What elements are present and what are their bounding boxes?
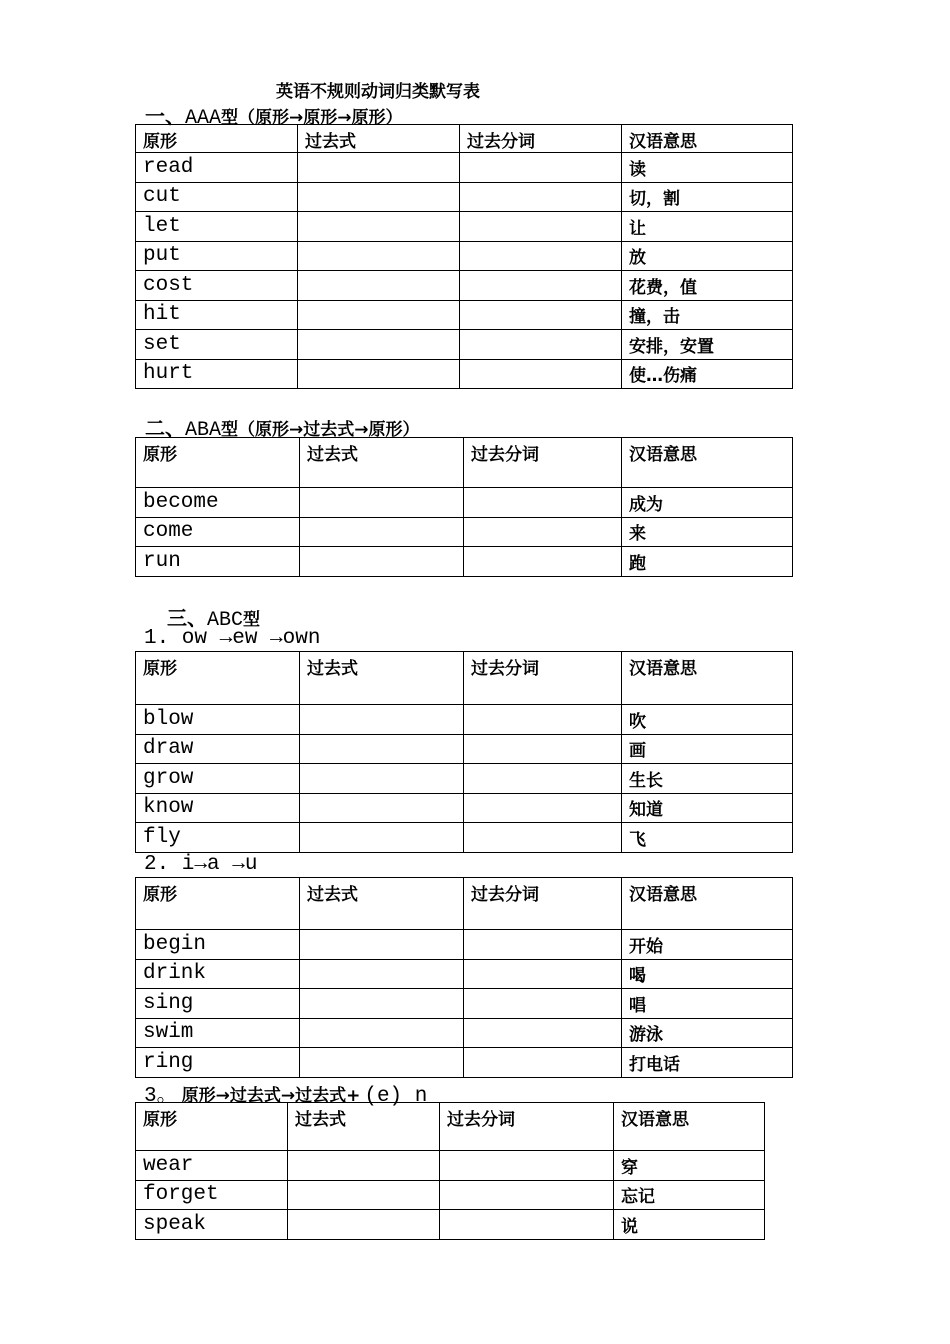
chinese-meaning: 生长 — [622, 764, 793, 794]
table-row — [136, 1180, 765, 1210]
header-past-participle: 过去分词 — [464, 652, 622, 705]
past-participle-blank[interactable] — [464, 1048, 622, 1078]
verb-base-form: draw — [136, 734, 300, 764]
chinese-meaning: 唱 — [622, 989, 793, 1019]
section-2-suffix: 型（原形→过去式→原形） — [221, 420, 420, 440]
past-participle-blank[interactable] — [460, 241, 622, 271]
verb-base-form: cost — [136, 271, 298, 301]
table-row — [136, 182, 793, 212]
chinese-meaning: 切，割 — [622, 182, 793, 212]
chinese-meaning: 安排，安置 — [622, 330, 793, 360]
past-participle-blank[interactable] — [464, 734, 622, 764]
table-aba — [135, 437, 793, 577]
table-header-row — [136, 652, 793, 705]
verb-base-form: put — [136, 241, 298, 271]
verb-base-form: read — [136, 153, 298, 183]
past-tense-blank[interactable] — [288, 1210, 440, 1240]
chinese-meaning: 打电话 — [622, 1048, 793, 1078]
table-row — [136, 959, 793, 989]
past-tense-blank[interactable] — [300, 793, 464, 823]
chinese-meaning: 撞，击 — [622, 300, 793, 330]
past-tense-blank[interactable] — [298, 182, 460, 212]
section-2-code: ABA — [185, 419, 222, 442]
verb-base-form: come — [136, 517, 300, 547]
table-row — [136, 271, 793, 301]
verb-base-form: ring — [136, 1048, 300, 1078]
chinese-meaning: 飞 — [622, 823, 793, 853]
verb-base-form: hurt — [136, 359, 298, 389]
table-header-row — [136, 1103, 765, 1151]
past-participle-blank[interactable] — [460, 182, 622, 212]
verb-base-form: begin — [136, 930, 300, 960]
section-3-prefix: 三、 — [167, 606, 207, 630]
past-tense-blank[interactable] — [300, 989, 464, 1019]
verb-base-form: grow — [136, 764, 300, 794]
section-2-prefix: 二、 — [145, 416, 185, 440]
chinese-meaning: 使…伤痛 — [622, 359, 793, 389]
past-participle-blank[interactable] — [464, 547, 622, 577]
chinese-meaning: 读 — [622, 153, 793, 183]
header-chinese-meaning: 汉语意思 — [614, 1103, 765, 1151]
table-row — [136, 1210, 765, 1240]
past-participle-blank[interactable] — [464, 488, 622, 518]
header-base-form: 原形 — [136, 878, 300, 930]
past-participle-blank[interactable] — [464, 823, 622, 853]
chinese-meaning: 知道 — [622, 793, 793, 823]
table-row — [136, 488, 793, 518]
past-participle-blank[interactable] — [460, 300, 622, 330]
past-tense-blank[interactable] — [300, 488, 464, 518]
header-chinese-meaning: 汉语意思 — [622, 438, 793, 488]
table-header-row — [136, 125, 793, 153]
table-row — [136, 153, 793, 183]
page-title: 英语不规则动词归类默写表 — [276, 82, 480, 102]
header-base-form: 原形 — [136, 1103, 288, 1151]
chinese-meaning: 成为 — [622, 488, 793, 518]
verb-base-form: forget — [136, 1180, 288, 1210]
past-participle-blank[interactable] — [464, 989, 622, 1019]
verb-base-form: set — [136, 330, 298, 360]
past-tense-blank[interactable] — [300, 959, 464, 989]
chinese-meaning: 吹 — [622, 705, 793, 735]
header-base-form: 原形 — [136, 125, 298, 153]
header-past-participle: 过去分词 — [460, 125, 622, 153]
chinese-meaning: 画 — [622, 734, 793, 764]
chinese-meaning: 来 — [622, 517, 793, 547]
past-participle-blank[interactable] — [460, 153, 622, 183]
section-3-suffix: 型 — [243, 610, 261, 630]
past-participle-blank[interactable] — [464, 930, 622, 960]
past-tense-blank[interactable] — [300, 823, 464, 853]
past-tense-blank[interactable] — [298, 153, 460, 183]
past-tense-blank[interactable] — [298, 212, 460, 242]
past-participle-blank[interactable] — [460, 330, 622, 360]
table-row — [136, 1018, 793, 1048]
chinese-meaning: 游泳 — [622, 1018, 793, 1048]
header-past-tense: 过去式 — [288, 1103, 440, 1151]
subsection-1-label: 1. ow →ew →own — [144, 627, 321, 650]
verb-base-form: speak — [136, 1210, 288, 1240]
table-row — [136, 300, 793, 330]
chinese-meaning: 说 — [614, 1210, 765, 1240]
past-tense-blank[interactable] — [298, 241, 460, 271]
past-participle-blank[interactable] — [460, 359, 622, 389]
verb-base-form: swim — [136, 1018, 300, 1048]
past-tense-blank[interactable] — [300, 1048, 464, 1078]
past-participle-blank[interactable] — [460, 271, 622, 301]
subsection-2-label: 2. i→a →u — [144, 853, 258, 876]
table-row — [136, 212, 793, 242]
header-base-form: 原形 — [136, 652, 300, 705]
past-participle-blank[interactable] — [440, 1151, 614, 1181]
table-row — [136, 764, 793, 794]
table-header-row — [136, 878, 793, 930]
verb-base-form: wear — [136, 1151, 288, 1181]
table-row — [136, 359, 793, 389]
past-tense-blank[interactable] — [300, 517, 464, 547]
header-chinese-meaning: 汉语意思 — [622, 878, 793, 930]
past-participle-blank[interactable] — [464, 793, 622, 823]
section-1-prefix: 一、 — [145, 104, 185, 128]
header-past-participle: 过去分词 — [440, 1103, 614, 1151]
table-row — [136, 793, 793, 823]
table-row — [136, 989, 793, 1019]
past-participle-blank[interactable] — [464, 1018, 622, 1048]
table-row — [136, 930, 793, 960]
subsection-3-rule: 原形→过去式→过去式+ — [181, 1086, 361, 1106]
past-tense-blank[interactable] — [300, 930, 464, 960]
chinese-meaning: 跑 — [622, 547, 793, 577]
past-tense-blank[interactable] — [300, 547, 464, 577]
past-participle-blank[interactable] — [460, 212, 622, 242]
past-tense-blank[interactable] — [300, 705, 464, 735]
verb-base-form: know — [136, 793, 300, 823]
past-tense-blank[interactable] — [298, 330, 460, 360]
table-row — [136, 547, 793, 577]
past-participle-blank[interactable] — [464, 959, 622, 989]
verb-base-form: sing — [136, 989, 300, 1019]
verb-base-form: fly — [136, 823, 300, 853]
past-tense-blank[interactable] — [288, 1151, 440, 1181]
chinese-meaning: 穿 — [614, 1151, 765, 1181]
past-tense-blank[interactable] — [298, 300, 460, 330]
header-past-tense: 过去式 — [300, 878, 464, 930]
table-row — [136, 705, 793, 735]
past-participle-blank[interactable] — [464, 764, 622, 794]
past-tense-blank[interactable] — [298, 271, 460, 301]
section-1-suffix: 型（原形→原形→原形） — [221, 108, 403, 128]
table-header-row — [136, 438, 793, 488]
table-row — [136, 1048, 793, 1078]
past-participle-blank[interactable] — [440, 1180, 614, 1210]
past-tense-blank[interactable] — [300, 1018, 464, 1048]
header-past-tense: 过去式 — [298, 125, 460, 153]
subsection-3-tail: (e) n — [364, 1085, 428, 1108]
header-chinese-meaning: 汉语意思 — [622, 125, 793, 153]
verb-base-form: hit — [136, 300, 298, 330]
past-tense-blank[interactable] — [300, 734, 464, 764]
verb-base-form: blow — [136, 705, 300, 735]
chinese-meaning: 放 — [622, 241, 793, 271]
past-participle-blank[interactable] — [440, 1210, 614, 1240]
verb-base-form: drink — [136, 959, 300, 989]
past-participle-blank[interactable] — [464, 517, 622, 547]
table-row — [136, 734, 793, 764]
chinese-meaning: 喝 — [622, 959, 793, 989]
section-1-code: AAA — [185, 107, 222, 130]
table-row — [136, 241, 793, 271]
table-abc-en — [135, 1102, 765, 1240]
table-row — [136, 1151, 765, 1181]
chinese-meaning: 让 — [622, 212, 793, 242]
verb-base-form: cut — [136, 182, 298, 212]
header-past-tense: 过去式 — [300, 652, 464, 705]
table-row — [136, 330, 793, 360]
verb-base-form: become — [136, 488, 300, 518]
past-tense-blank[interactable] — [288, 1180, 440, 1210]
verb-base-form: run — [136, 547, 300, 577]
table-aaa — [135, 124, 793, 389]
header-past-tense: 过去式 — [300, 438, 464, 488]
table-abc-ow — [135, 651, 793, 853]
chinese-meaning: 忘记 — [614, 1180, 765, 1210]
header-chinese-meaning: 汉语意思 — [622, 652, 793, 705]
section-3-code: ABC — [207, 609, 244, 632]
header-past-participle: 过去分词 — [464, 878, 622, 930]
chinese-meaning: 花费，值 — [622, 271, 793, 301]
table-row — [136, 517, 793, 547]
table-row — [136, 823, 793, 853]
header-past-participle: 过去分词 — [464, 438, 622, 488]
chinese-meaning: 开始 — [622, 930, 793, 960]
verb-base-form: let — [136, 212, 298, 242]
header-base-form: 原形 — [136, 438, 300, 488]
past-tense-blank[interactable] — [300, 764, 464, 794]
table-abc-iau — [135, 877, 793, 1078]
subsection-3-num: 3。 — [144, 1085, 178, 1108]
past-participle-blank[interactable] — [464, 705, 622, 735]
past-tense-blank[interactable] — [298, 359, 460, 389]
